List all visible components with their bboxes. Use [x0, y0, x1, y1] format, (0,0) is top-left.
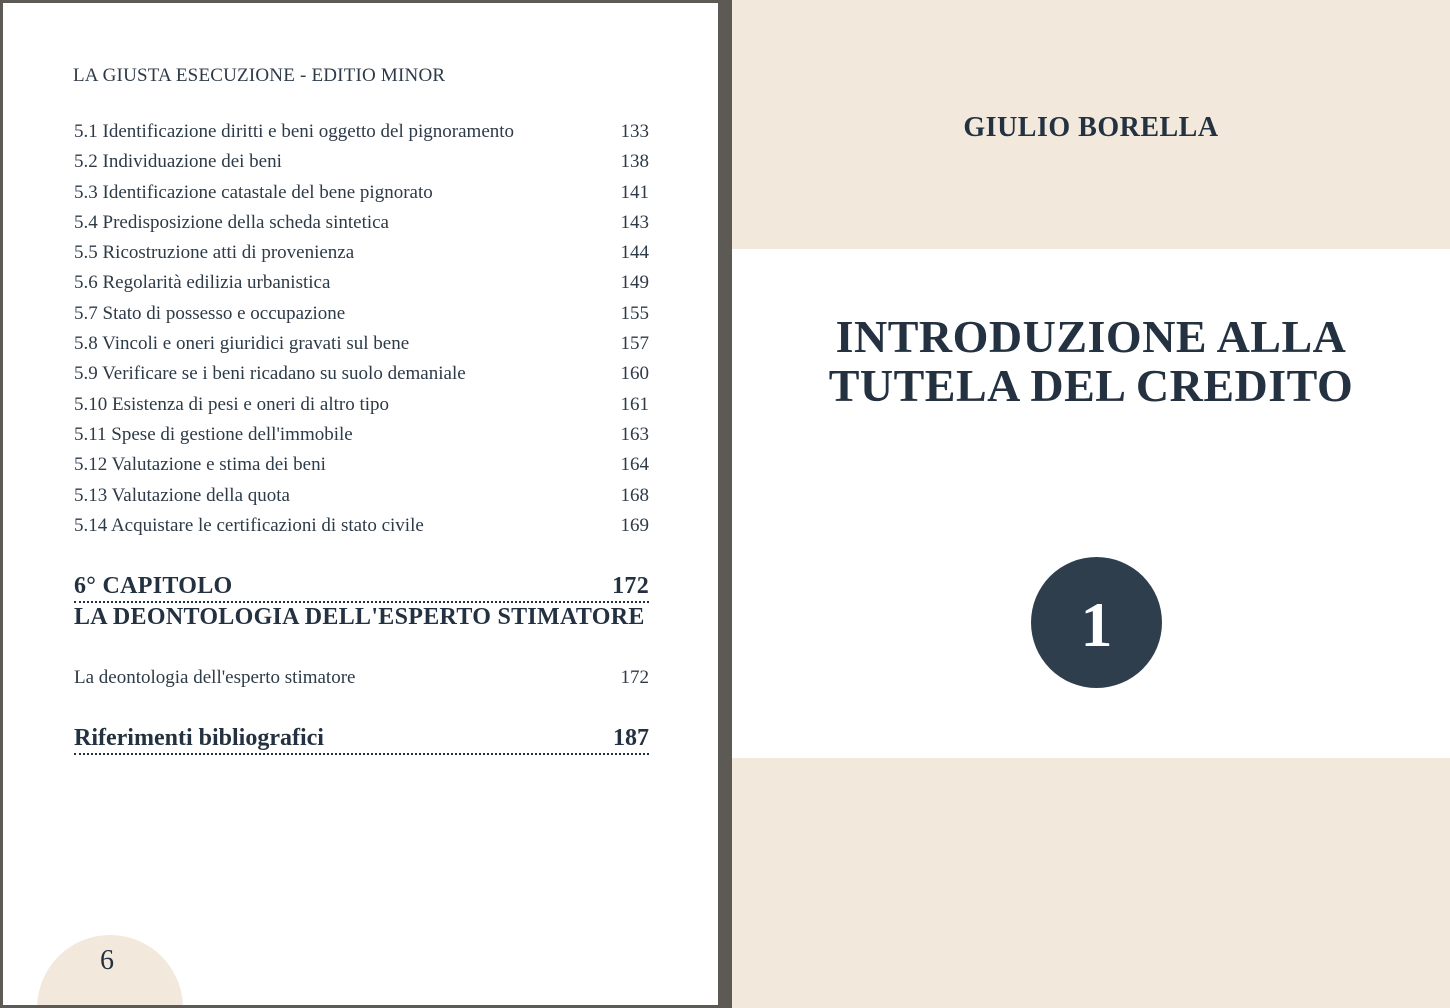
left-page	[3, 3, 718, 1005]
toc-entry-page: 155	[620, 302, 649, 324]
toc-entry[interactable]	[74, 212, 649, 242]
bibliography-page: 187	[613, 725, 649, 751]
volume-badge	[1031, 557, 1162, 688]
toc-entry-page: 168	[620, 484, 649, 506]
table-of-contents	[74, 121, 649, 545]
toc-entry-page: 143	[620, 211, 649, 233]
chapter-title-line	[74, 573, 649, 603]
toc-entry[interactable]	[74, 333, 649, 363]
toc-entry[interactable]	[74, 394, 649, 424]
book-title	[732, 312, 1450, 410]
toc-entry-page: 133	[620, 121, 649, 142]
toc-entry-page: 141	[620, 181, 649, 203]
toc-entry[interactable]	[74, 424, 649, 454]
toc-entry[interactable]	[74, 151, 649, 181]
toc-entry[interactable]	[74, 242, 649, 272]
toc-entry-label: 5.5 Ricostruzione atti di provenienza	[74, 242, 355, 264]
chapter-entry[interactable]	[74, 667, 649, 689]
author-name: GIULIO BORELLA	[963, 112, 1219, 143]
page-number: 6	[100, 945, 114, 976]
toc-entry[interactable]	[74, 272, 649, 302]
toc-entry[interactable]	[74, 515, 649, 545]
volume-number: 1	[1080, 588, 1113, 660]
toc-entry-label: 5.3 Identificazione catastale del bene pignorato	[74, 181, 433, 203]
toc-entry-page: 161	[620, 393, 649, 415]
bibliography-label: Riferimenti bibliografici	[74, 725, 324, 751]
toc-entry-label: 5.6 Regolarità edilizia urbanistica	[74, 272, 331, 294]
chapter-page: 172	[612, 573, 649, 599]
toc-entry-label: 5.9 Verificare se i beni ricadano su suolo demaniale	[74, 363, 466, 385]
toc-entry[interactable]	[74, 121, 649, 151]
chapter-entry-label: La deontologia dell'esperto stimatore	[74, 667, 356, 688]
toc-entry[interactable]	[74, 485, 649, 515]
toc-entry-page: 163	[620, 423, 649, 445]
chapter-label: 6° CAPITOLO	[74, 573, 233, 599]
toc-entry-label: 5.8 Vincoli e oneri giuridici gravati sul bene	[74, 333, 410, 355]
toc-entry[interactable]	[74, 454, 649, 484]
toc-entry-label: 5.7 Stato di possesso e occupazione	[74, 302, 346, 324]
bibliography-heading[interactable]	[74, 725, 649, 755]
toc-entry-label: 5.12 Valutazione e stima dei beni	[74, 454, 326, 476]
toc-entry-page: 149	[620, 272, 649, 294]
toc-entry-page: 164	[620, 454, 649, 476]
book-title-line-1: INTRODUZIONE ALLA	[835, 311, 1347, 362]
right-page-cover	[732, 0, 1450, 1008]
toc-entry-label: 5.10 Esistenza di pesi e oneri di altro tipo	[74, 393, 390, 415]
toc-entry[interactable]	[74, 363, 649, 393]
toc-entry-label: 5.2 Individuazione dei beni	[74, 151, 282, 173]
chapter-subtitle: LA DEONTOLOGIA DELL'ESPERTO STIMATORE	[74, 604, 645, 630]
running-head: LA GIUSTA ESECUZIONE - EDITIO MINOR	[73, 65, 446, 86]
chapter-entry-page: 172	[620, 667, 649, 688]
book-gutter	[718, 0, 732, 1008]
toc-entry-page: 169	[620, 514, 649, 536]
toc-entry[interactable]	[74, 303, 649, 333]
toc-entry[interactable]	[74, 182, 649, 212]
toc-entry-label: 5.14 Acquistare le certificazioni di stato civile	[74, 514, 424, 536]
toc-entry-page: 144	[620, 242, 649, 264]
toc-entry-label: 5.11 Spese di gestione dell'immobile	[74, 423, 353, 445]
toc-entry-label: 5.4 Predisposizione della scheda sintetica	[74, 211, 389, 233]
toc-entry-page: 160	[620, 363, 649, 385]
chapter-heading[interactable]	[74, 573, 649, 631]
toc-entry-page: 157	[620, 333, 649, 355]
toc-entry-page: 138	[620, 151, 649, 173]
book-title-line-2: TUTELA DEL CREDITO	[828, 360, 1354, 411]
toc-entry-label: 5.13 Valutazione della quota	[74, 484, 290, 506]
toc-entry-label: 5.1 Identificazione diritti e beni oggetto del pignoramento	[74, 121, 515, 142]
